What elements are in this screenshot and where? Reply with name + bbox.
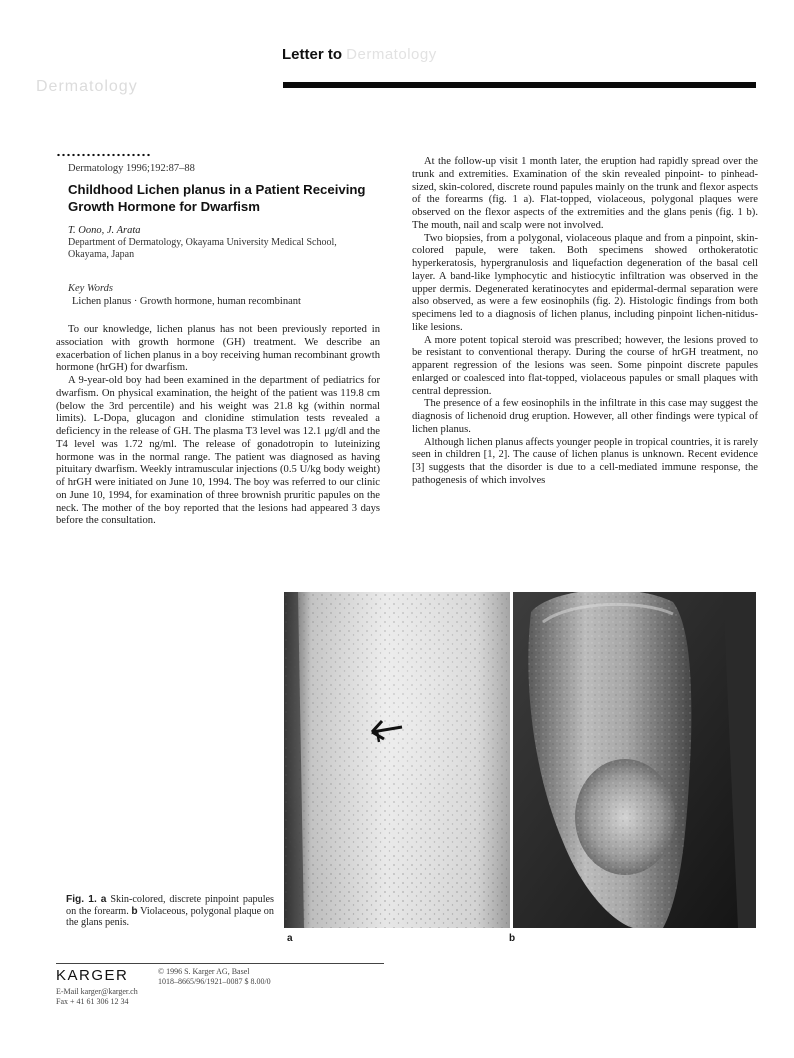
figure-1b-photo <box>513 592 756 928</box>
authors: T. Oono, J. Arata <box>68 225 141 236</box>
caption-a-label: a <box>100 894 107 905</box>
right-column <box>412 156 758 488</box>
caption-figure-label: Fig. 1. <box>66 894 97 905</box>
contact-block <box>56 987 138 1007</box>
paragraph: Although lichen planus affects younger people in tropical countries, it is rarely seen in children [1, 2]. The cause of lichen planus is unknown. Recent evidence [3] suggests that the disorder is due to a cell-mediated immune response, the pathogenesis of which involves <box>412 436 758 486</box>
section-label: Letter to <box>282 46 342 63</box>
citation: Dermatology 1996;192:87–88 <box>68 163 195 174</box>
keywords-label: Key Words <box>68 283 114 294</box>
section-header <box>282 46 482 68</box>
left-column <box>56 324 380 528</box>
caption-b-text: Violaceous, polygonal plaque on the glans penis. <box>66 905 274 929</box>
header-rule <box>283 82 756 88</box>
caption-a-text: Skin-colored, discrete pinpoint papules on the forearm. <box>66 894 275 917</box>
article-title: Childhood Lichen planus in a Patient Receiving Growth Hormone for Dwarfism <box>68 182 366 214</box>
figure-caption <box>66 894 274 929</box>
affiliation: Department of Dermatology, Okayama University Medical School, Okayama, Japan <box>68 237 337 260</box>
paragraph: A more potent topical steroid was prescribed; however, the lesions proved to be resistant to conventional therapy. During the course of hrGH treatment, no apparent regression of the lesions was seen. Some pinpoint discrete papules enlarged or coalesced into flat-topped, violaceous papules or small plaques with central depression. <box>412 334 758 397</box>
footer-rule <box>56 963 384 964</box>
journal-watermark-logo: Dermatology <box>36 78 138 95</box>
figure-label-a: a <box>287 933 293 944</box>
paragraph: To our knowledge, lichen planus has not been previously reported in association with growth hormone (GH) treatment. We describe an exacerbation of lichen planus in a boy receiving human recombinant growth hormone (hrGH) for dwarfism. <box>56 324 380 374</box>
email: E-Mail karger@karger.ch <box>56 987 138 996</box>
dotted-divider <box>56 153 152 157</box>
paragraph: Two biopsies, from a polygonal, violaceous plaque and from a pinpoint, skin-colored papule, were taken. Both specimens showed orthokeratotic hyperkeratosis, hypergranulosis and liquefaction degeneration of the basal cell layer. A band-like lymphocytic and histiocytic infiltration was observed in the upper dermis. Degenerated keratinocytes and epidermal-dermal separation were also observed, as were a few eosinophils (fig. 2). Histologic findings from both specimens led to a diagnosis of lichen planus, including pinpoint lichen-nitidus-like lesions. <box>412 232 758 333</box>
paragraph: A 9-year-old boy had been examined in the department of pediatrics for dwarfism. On physical examination, the height of the patient was 119.8 cm (below the 3rd percentile) and his weight was 21.8 kg (within normal limits). L-Dopa, glucagon and clonidine stimulation tests revealed a deficiency in the release of GH. The plasma T3 level was 12.1 μg/dl and the T4 level was 1.72 ng/ml. The release of gonadotropin to luteinizing hormone was in the normal range. The patient was diagnosed as having pituitary dwarfism. Weekly intramuscular injections (0.5 U/kg body weight) of hrGH were initiated on June 10, 1994. The boy was referred to our clinic on June 10, 1994, for examination of three brownish pruritic papules on the neck. The mother of the boy reported that the lesions had appeared 3 days before the consultation. <box>56 375 380 527</box>
publisher-logo: KARGER <box>56 967 129 984</box>
keywords: Lichen planus · Growth hormone, human recombinant <box>72 296 301 307</box>
copyright-block <box>158 967 271 987</box>
figure-label-b: b <box>509 933 516 944</box>
figure-1a-photo <box>284 592 510 928</box>
fax: Fax + 41 61 306 12 34 <box>56 997 129 1006</box>
paragraph: At the follow-up visit 1 month later, the eruption had rapidly spread over the trunk and extremities. Examination of the skin revealed pinpoint- to pinhead-sized, skin-colored, discrete round papules mainly on the trunk and flexor aspects of the forearms (fig. 1 a). Flat-topped, violaceous, polygonal plaques were observed on the flexor aspects of the extremities and the glans penis (fig. 1 b). The mouth, nail and scalp were not involved. <box>412 156 758 231</box>
issn: 1018–8665/96/1921–0087 $ 8.00/0 <box>158 977 271 986</box>
copyright: © 1996 S. Karger AG, Basel <box>158 967 250 976</box>
header-journal-name: Dermatology <box>346 46 437 63</box>
paragraph: The presence of a few eosinophils in the infiltrate in this case may suggest the diagnosis of lichenoid drug eruption. However, all other findings were typical of lichen planus. <box>412 398 758 435</box>
caption-b-label: b <box>131 905 138 917</box>
